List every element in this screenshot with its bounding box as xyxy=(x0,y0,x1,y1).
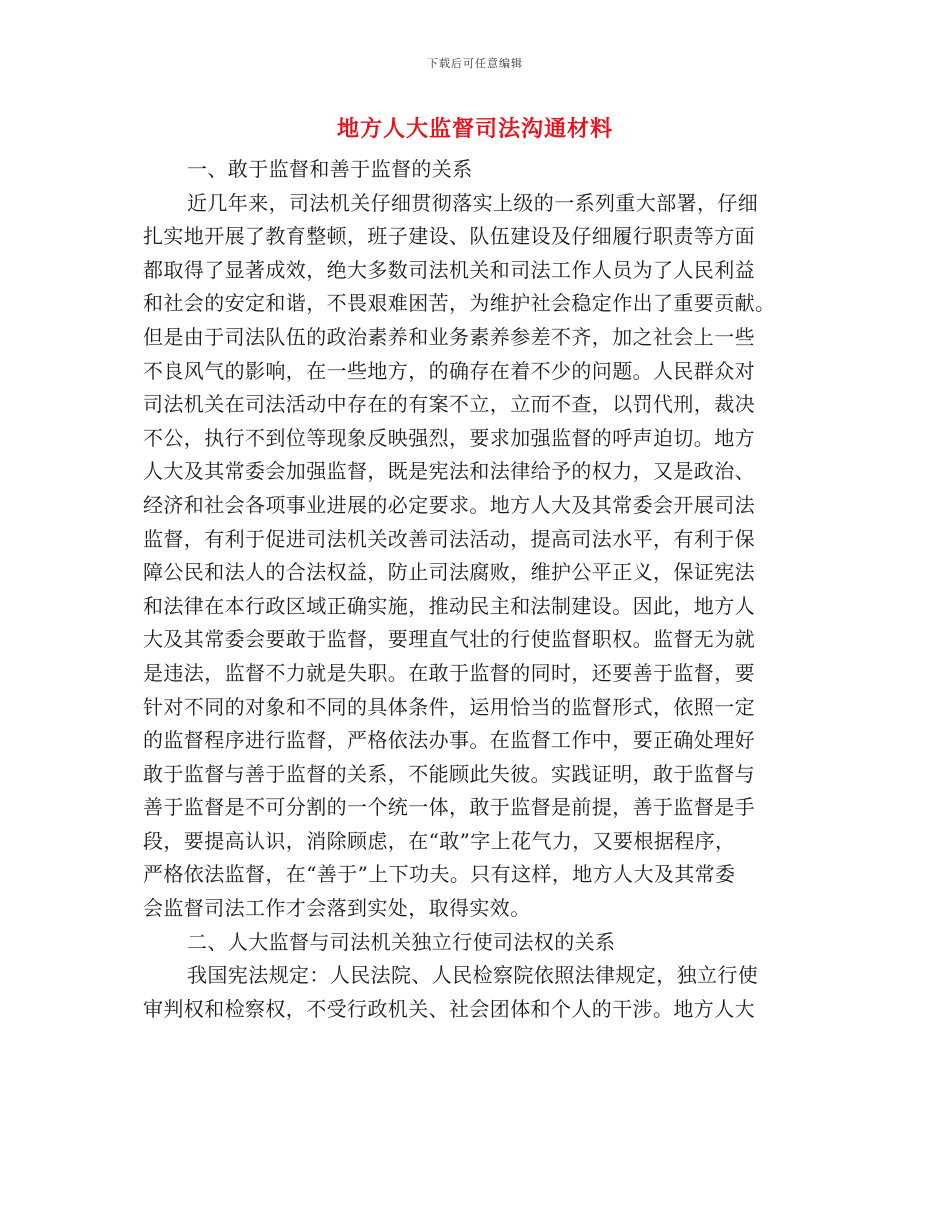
body-text-line: 监督，有利于促进司法机关改善司法活动，提高司法水平，有利于保 xyxy=(143,526,755,551)
body-text-line: 段，要提高认识，消除顾虑，在“敢”字上花气力，又要根据程序， xyxy=(143,828,736,853)
document-title: 地方人大监督司法沟通材料 xyxy=(336,116,613,142)
body-text-line: 障公民和法人的合法权益，防止司法腐败，维护公平正义，保证宪法 xyxy=(143,560,755,585)
body-text-line: 严格依法监督，在“善于”上下功夫。只有这样，地方人大及其常委 xyxy=(143,862,736,887)
body-text-line: 但是由于司法队伍的政治素养和业务素养参差不齐，加之社会上一些 xyxy=(143,324,755,349)
body-text-line: 扎实地开展了教育整顿，班子建设、队伍建设及仔细履行职责等方面 xyxy=(143,224,755,249)
body-text-line: 司法机关在司法活动中存在的有案不立，立而不查，以罚代刑，裁决 xyxy=(143,392,755,417)
body-text-line: 的监督程序进行监督，严格依法办事。在监督工作中，要正确处理好 xyxy=(143,728,755,753)
body-text-line: 善于监督是不可分割的一个统一体，敢于监督是前提，善于监督是手 xyxy=(143,795,755,820)
body-text-line: 经济和社会各项事业进展的必定要求。地方人大及其常委会开展司法 xyxy=(143,492,755,517)
document-body xyxy=(143,153,793,1026)
body-text-line: 会监督司法工作才会落到实处，取得实效。 xyxy=(143,896,531,921)
body-text-line: 不良风气的影响，在一些地方，的确存在着不少的问题。人民群众对 xyxy=(143,358,755,383)
body-text-line: 是违法，监督不力就是失职。在敢于监督的同时，还要善于监督，要 xyxy=(143,660,755,685)
body-text-line: 和法律在本行政区域正确实施，推动民主和法制建设。因此，地方人 xyxy=(143,593,755,618)
body-text-line: 二、人大监督与司法机关独立行使司法权的关系 xyxy=(187,929,616,954)
body-text-line: 都取得了显著成效，绝大多数司法机关和司法工作人员为了人民利益 xyxy=(143,257,755,282)
body-text-line: 审判权和检察权，不受行政机关、社会团体和个人的干涉。地方人大 xyxy=(143,996,755,1021)
body-text-line: 近几年来，司法机关仔细贯彻落实上级的一系列重大部署，仔细 xyxy=(187,190,759,215)
body-text-line: 针对不同的对象和不同的具体条件，运用恰当的监督形式，依照一定 xyxy=(143,694,755,719)
page-header-note: 下载后可任意编辑 xyxy=(427,57,523,70)
body-text-line: 不公，执行不到位等现象反映强烈，要求加强监督的呼声迫切。地方 xyxy=(143,425,755,450)
body-text-line: 一、敢于监督和善于监督的关系 xyxy=(187,157,473,181)
body-text-line: 我国宪法规定：人民法院、人民检察院依照法律规定，独立行使 xyxy=(187,963,759,988)
body-text-line: 敢于监督与善于监督的关系，不能顾此失彼。实践证明，敢于监督与 xyxy=(143,761,755,786)
body-text-line: 和社会的安定和谐，不畏艰难困苦，为维护社会稳定作出了重要贡献。 xyxy=(143,291,776,316)
body-text-line: 人大及其常委会加强监督，既是宪法和法律给予的权力，又是政治、 xyxy=(143,459,755,484)
body-text-line: 大及其常委会要敢于监督，要理直气壮的行使监督职权。监督无为就 xyxy=(143,627,755,652)
